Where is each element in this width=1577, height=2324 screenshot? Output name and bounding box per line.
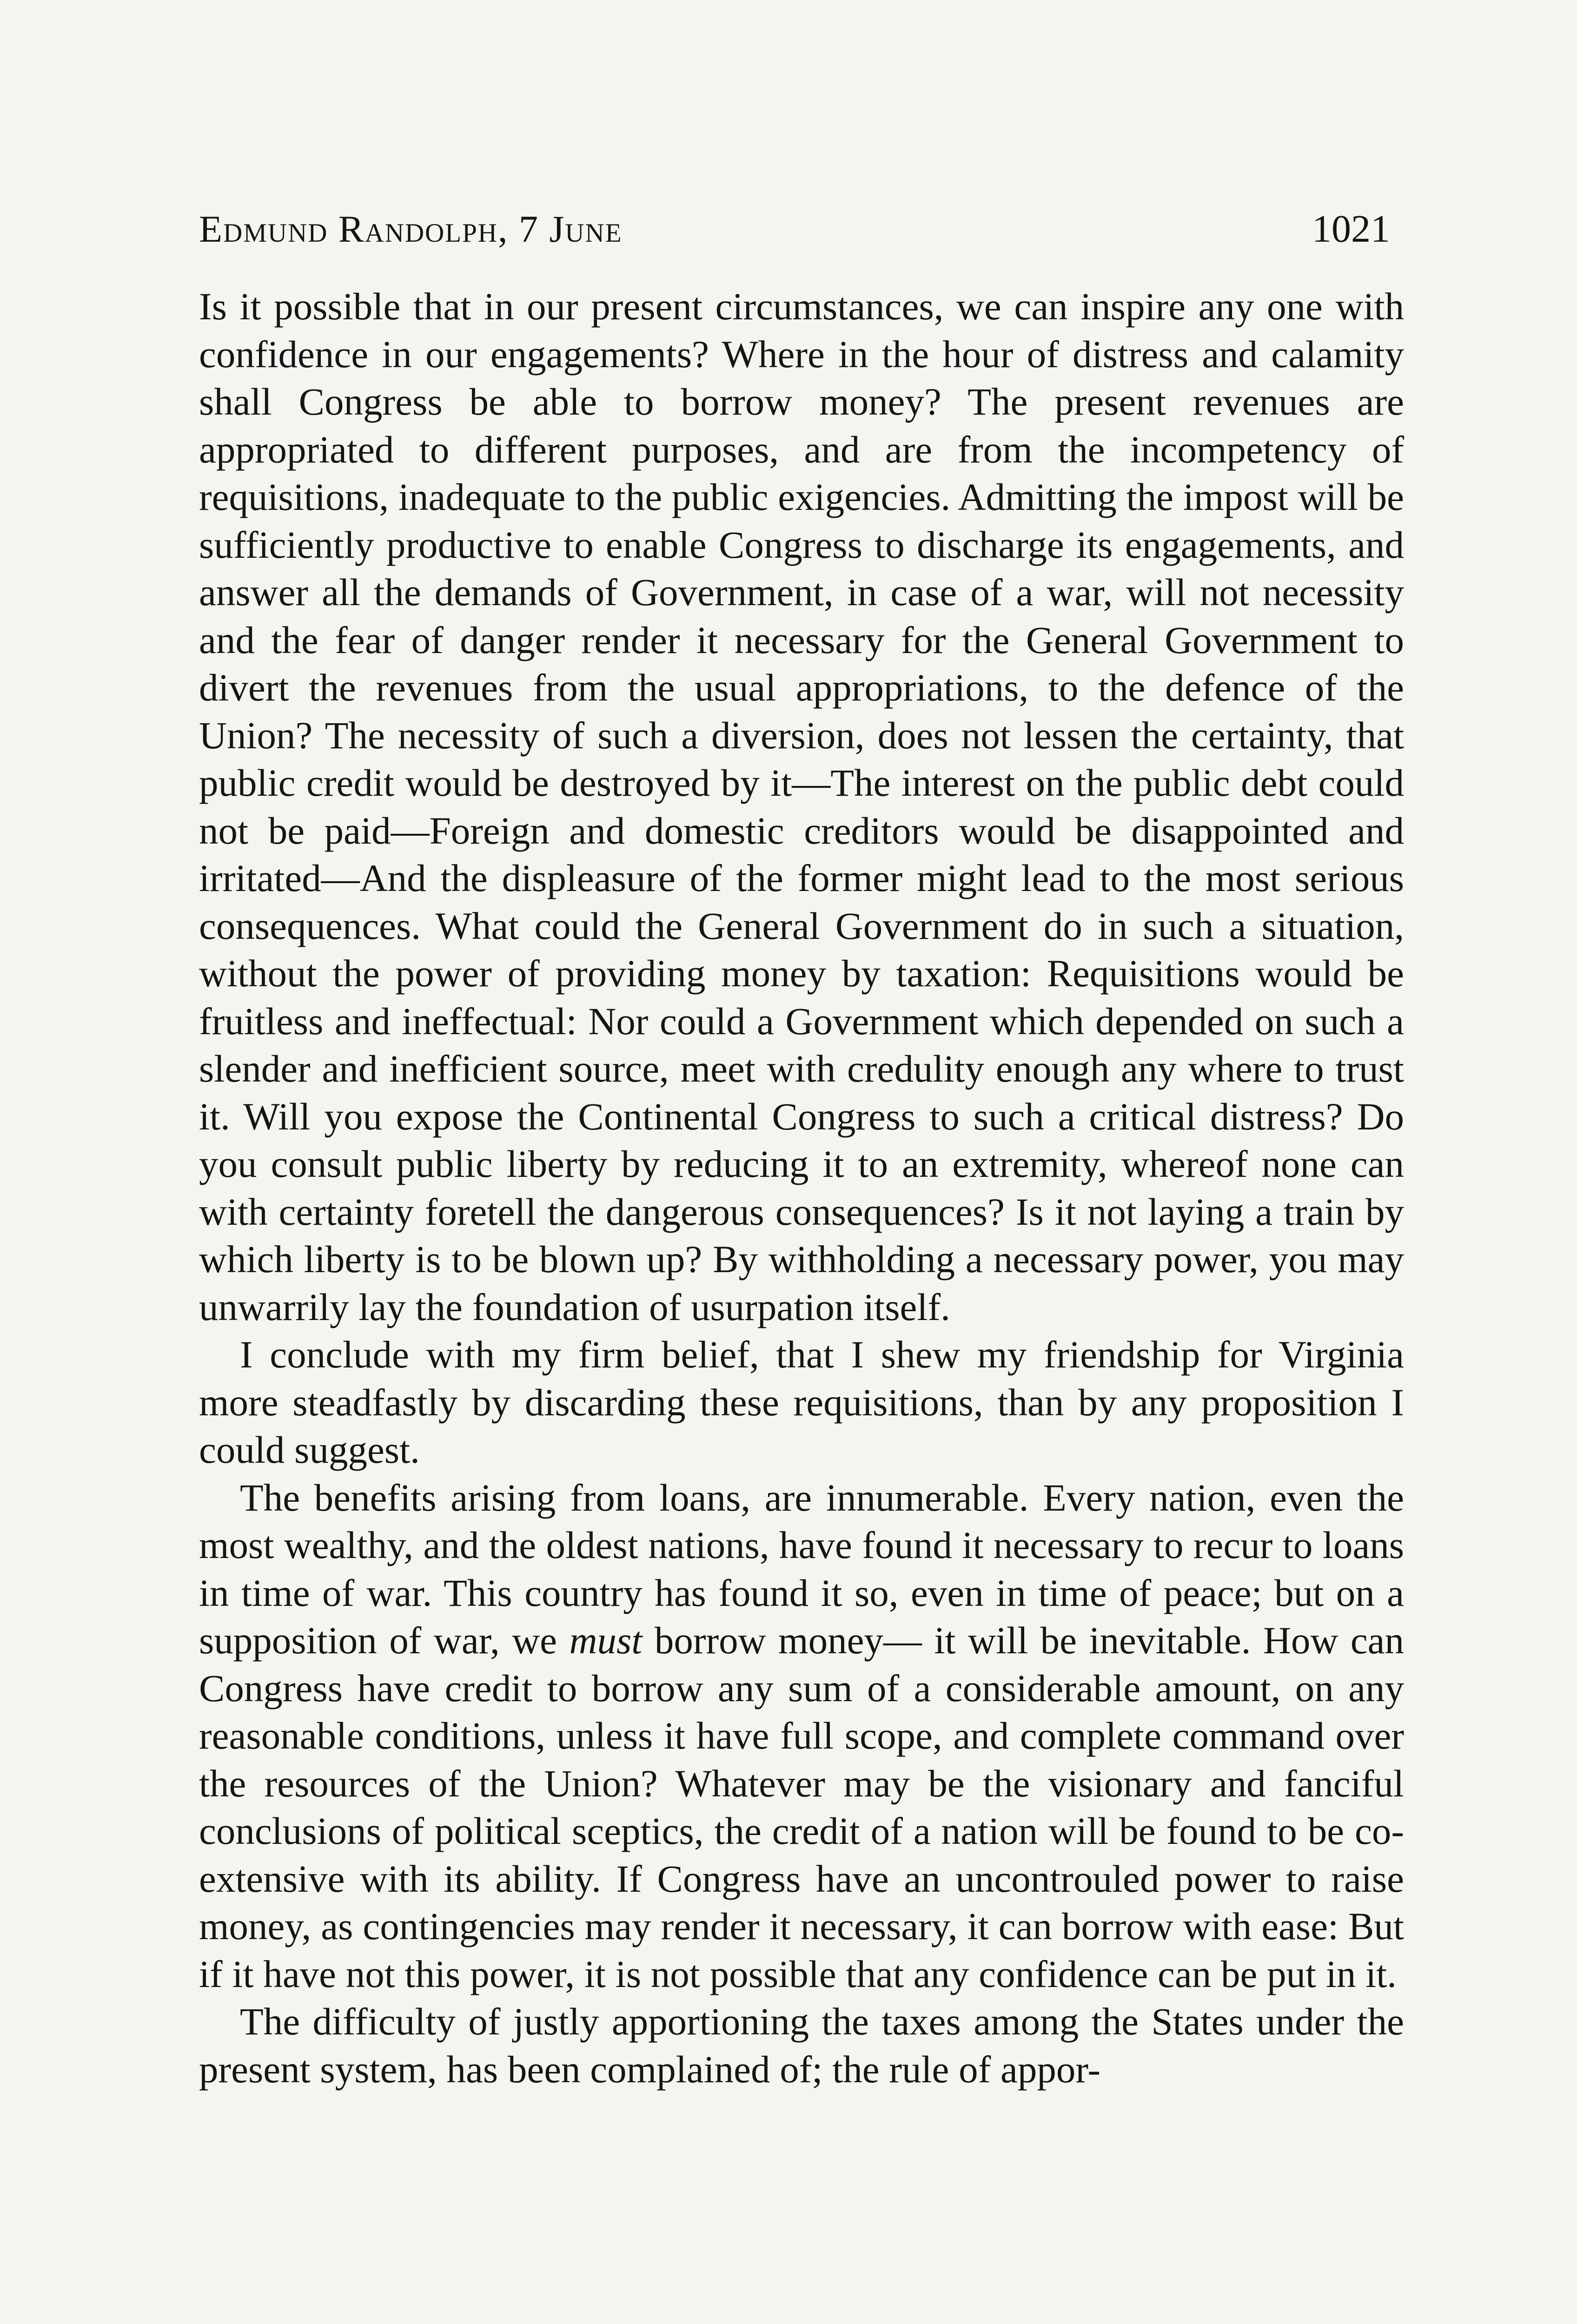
paragraph-3-emphasis: must [569,1619,643,1662]
paragraph-3 [199,1474,1404,1998]
body-text [199,283,1404,2093]
paragraph-2-text: I conclude with my firm belief, that I shew my friendship for Virginia more steadfastly by discarding these requisitions, than by any proposition I could suggest. [199,1333,1404,1471]
running-head [199,204,1404,255]
paragraph-1 [199,283,1404,1331]
paragraph-4-text: The difficulty of justly apportioning the taxes among the States under the present system, has been complained of; the rule of appor- [199,2000,1404,2091]
page-number: 1021 [1312,207,1390,251]
running-title: Edmund Randolph, 7 June [199,208,623,250]
paragraph-4 [199,1998,1404,2093]
paragraph-1-text: Is it possible that in our present circumstances, we can inspire any one with confidence in our engagements? Where in the hour of distress and calamity shall Congress be able to borrow money? The present revenues are appropriated to different purposes, and are from the incompetency of requisitions, inadequate to the public exigencies. Admitting the impost will be sufficiently productive to enable Congress to discharge its engagements, and answer all the demands of Government, in case of a war, will not necessity and the fear of danger render it necessary for the General Government to divert the revenues from the usual appropriations, to the defence of the Union? The necessity of such a diversion, does not lessen the certainty, that public credit would be destroyed by it—The interest on the public debt could not be paid—Foreign and domestic creditors would be disappointed and irritated—And the displeasure of the former might lead to the most serious consequences. What could the General Government do in such a situation, without the power of providing money by taxation: Requisitions would be fruitless and ineffectual: Nor could a Government which depended on such a slender and inefficient source, meet with credulity enough any where to trust it. Will you expose the Continental Congress to such a critical distress? Do you consult public liberty by reducing it to an extremity, whereof none can with certainty foretell the dangerous consequences? Is it not laying a train by which liberty is to be blown up? By withholding a necessary power, you may unwarrily lay the foundation of usurpation itself. [199,285,1404,1328]
paragraph-3-text: The benefits arising from loans, are innumerable. Every nation, even the most wealthy, and the oldest nations, have found it necessary to recur to loans in time of war. This country has found it so, even in time of peace; but on a supposition of war, we [199,1476,1404,1662]
paragraph-3-text-cont: borrow money— it will be inevitable. How can Congress have credit to borrow any sum of a considerable amount, on any reasonable conditions, unless it have full scope, and complete command over the resources of the Union? Whatever may be the visionary and fanciful conclusions of political sceptics, the credit of a nation will be found to be co-extensive with its ability. If Congress have an uncontrouled power to raise money, as contingencies may render it necessary, it can borrow with ease: But if it have not this power, it is not possible that any confidence can be put in it. [199,1619,1405,1995]
paragraph-2 [199,1331,1404,1474]
